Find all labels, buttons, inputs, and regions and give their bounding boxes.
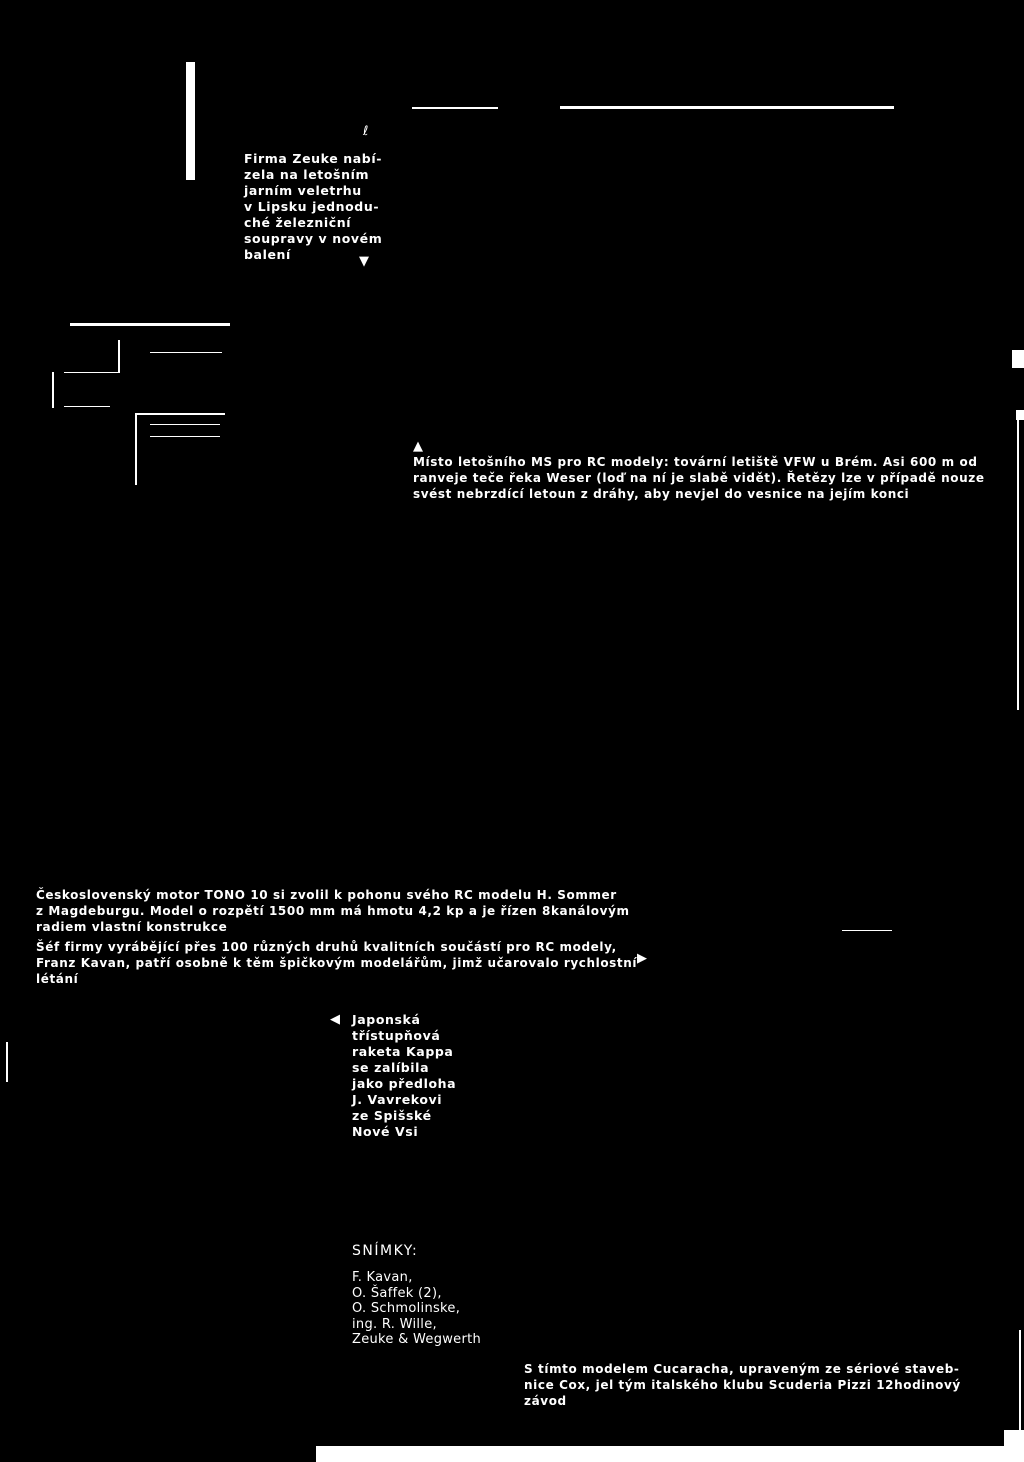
- divider-left-1: [70, 323, 230, 326]
- caption-line: nice Cox, jel tým italského klubu Scuderia Pizzi 12hodinový: [524, 1378, 961, 1392]
- stray-mark: ℓ: [363, 124, 369, 139]
- caption-line: balení: [244, 247, 291, 262]
- caption-zeuke: [244, 151, 394, 263]
- credits-heading: SNÍMKY:: [352, 1243, 419, 1259]
- arrow-left-icon: ◀: [330, 1012, 340, 1027]
- divider-right-edge-3: [1017, 420, 1019, 710]
- credit-line: Zeuke & Wegwerth: [352, 1332, 482, 1347]
- credits-list: [352, 1270, 481, 1348]
- caption-line: Nové Vsi: [352, 1124, 419, 1139]
- caption-line: soupravy v novém: [244, 231, 383, 246]
- caption-line: Místo letošního MS pro RC modely: tovární letiště VFW u Brém. Asi 600 m od: [413, 455, 978, 469]
- caption-kappa: [352, 1012, 482, 1140]
- divider-bottom-right: [1004, 1430, 1024, 1462]
- credit-line: F. Kavan,: [352, 1270, 413, 1285]
- caption-line: radiem vlastní konstrukce: [36, 920, 228, 934]
- caption-line: jako předloha: [352, 1076, 457, 1091]
- caption-line: raketa Kappa: [352, 1044, 454, 1059]
- caption-tono: [36, 887, 656, 935]
- divider-left-7: [135, 413, 225, 415]
- caption-line: létání: [36, 972, 79, 986]
- caption-line: J. Vavrekovi: [352, 1092, 443, 1107]
- caption-line: v Lipsku jednodu-: [244, 199, 380, 214]
- divider-left-10: [150, 436, 220, 437]
- divider-left-8: [135, 413, 137, 485]
- caption-line: Japonská: [352, 1012, 421, 1027]
- divider-bottom: [316, 1446, 1016, 1462]
- arrow-down-icon: ▼: [359, 254, 369, 269]
- divider-left-edge-low: [6, 1042, 8, 1082]
- divider-left-9: [150, 424, 220, 425]
- divider-right-mid: [842, 930, 892, 931]
- caption-line: třístupňová: [352, 1028, 441, 1043]
- caption-line: Firma Zeuke nabí-: [244, 151, 383, 166]
- divider-top-1: [412, 107, 498, 109]
- divider-top-2: [560, 106, 894, 109]
- caption-line: jarním veletrhu: [244, 183, 362, 198]
- caption-airfield: [413, 454, 985, 502]
- caption-line: ranveje teče řeka Weser (loď na ní je slabě vidět). Řetězy lze v případě nouze: [413, 471, 985, 485]
- arrow-right-icon: ▶: [637, 951, 647, 966]
- caption-kavan: [36, 939, 656, 987]
- caption-line: S tímto modelem Cucaracha, upraveným ze sériové staveb-: [524, 1362, 960, 1376]
- caption-line: zela na letošním: [244, 167, 370, 182]
- credit-line: O. Šaffek (2),: [352, 1285, 442, 1301]
- credit-line: O. Schmolinske,: [352, 1301, 461, 1316]
- credit-line: ing. R. Wille,: [352, 1316, 437, 1332]
- caption-line: ché železniční: [244, 215, 352, 230]
- caption-line: z Magdeburgu. Model o rozpětí 1500 mm má hmotu 4,2 kp a je řízen 8kanálovým: [36, 904, 630, 918]
- divider-right-edge-low: [1019, 1330, 1021, 1430]
- divider-right-edge-2: [1016, 410, 1024, 420]
- caption-line: svést nebrzdící letoun z dráhy, aby nevjel do vesnice na jejím konci: [413, 487, 910, 501]
- caption-line: Šéf firmy vyrábějící přes 100 různých druhů kvalitních součástí pro RC modely,: [36, 940, 617, 954]
- caption-line: závod: [524, 1394, 567, 1408]
- divider-left-6: [64, 406, 110, 407]
- divider-left-4: [64, 372, 120, 373]
- arrow-up-icon: ▲: [413, 439, 423, 454]
- caption-line: se zalíbila: [352, 1060, 430, 1075]
- divider-left-3: [150, 352, 222, 353]
- divider-left-2: [118, 340, 120, 372]
- divider-right-edge-1: [1012, 350, 1024, 368]
- caption-line: Československý motor TONO 10 si zvolil k pohonu svého RC modelu H. Sommer: [36, 888, 617, 902]
- caption-line: Franz Kavan, patří osobně k těm špičkovým modelářům, jimž učarovalo rychlostní: [36, 956, 638, 970]
- divider-left-5: [52, 372, 54, 408]
- caption-line: ze Spišské: [352, 1108, 432, 1123]
- divider-vertical-top: [186, 62, 195, 180]
- caption-cucaracha: [524, 1361, 964, 1409]
